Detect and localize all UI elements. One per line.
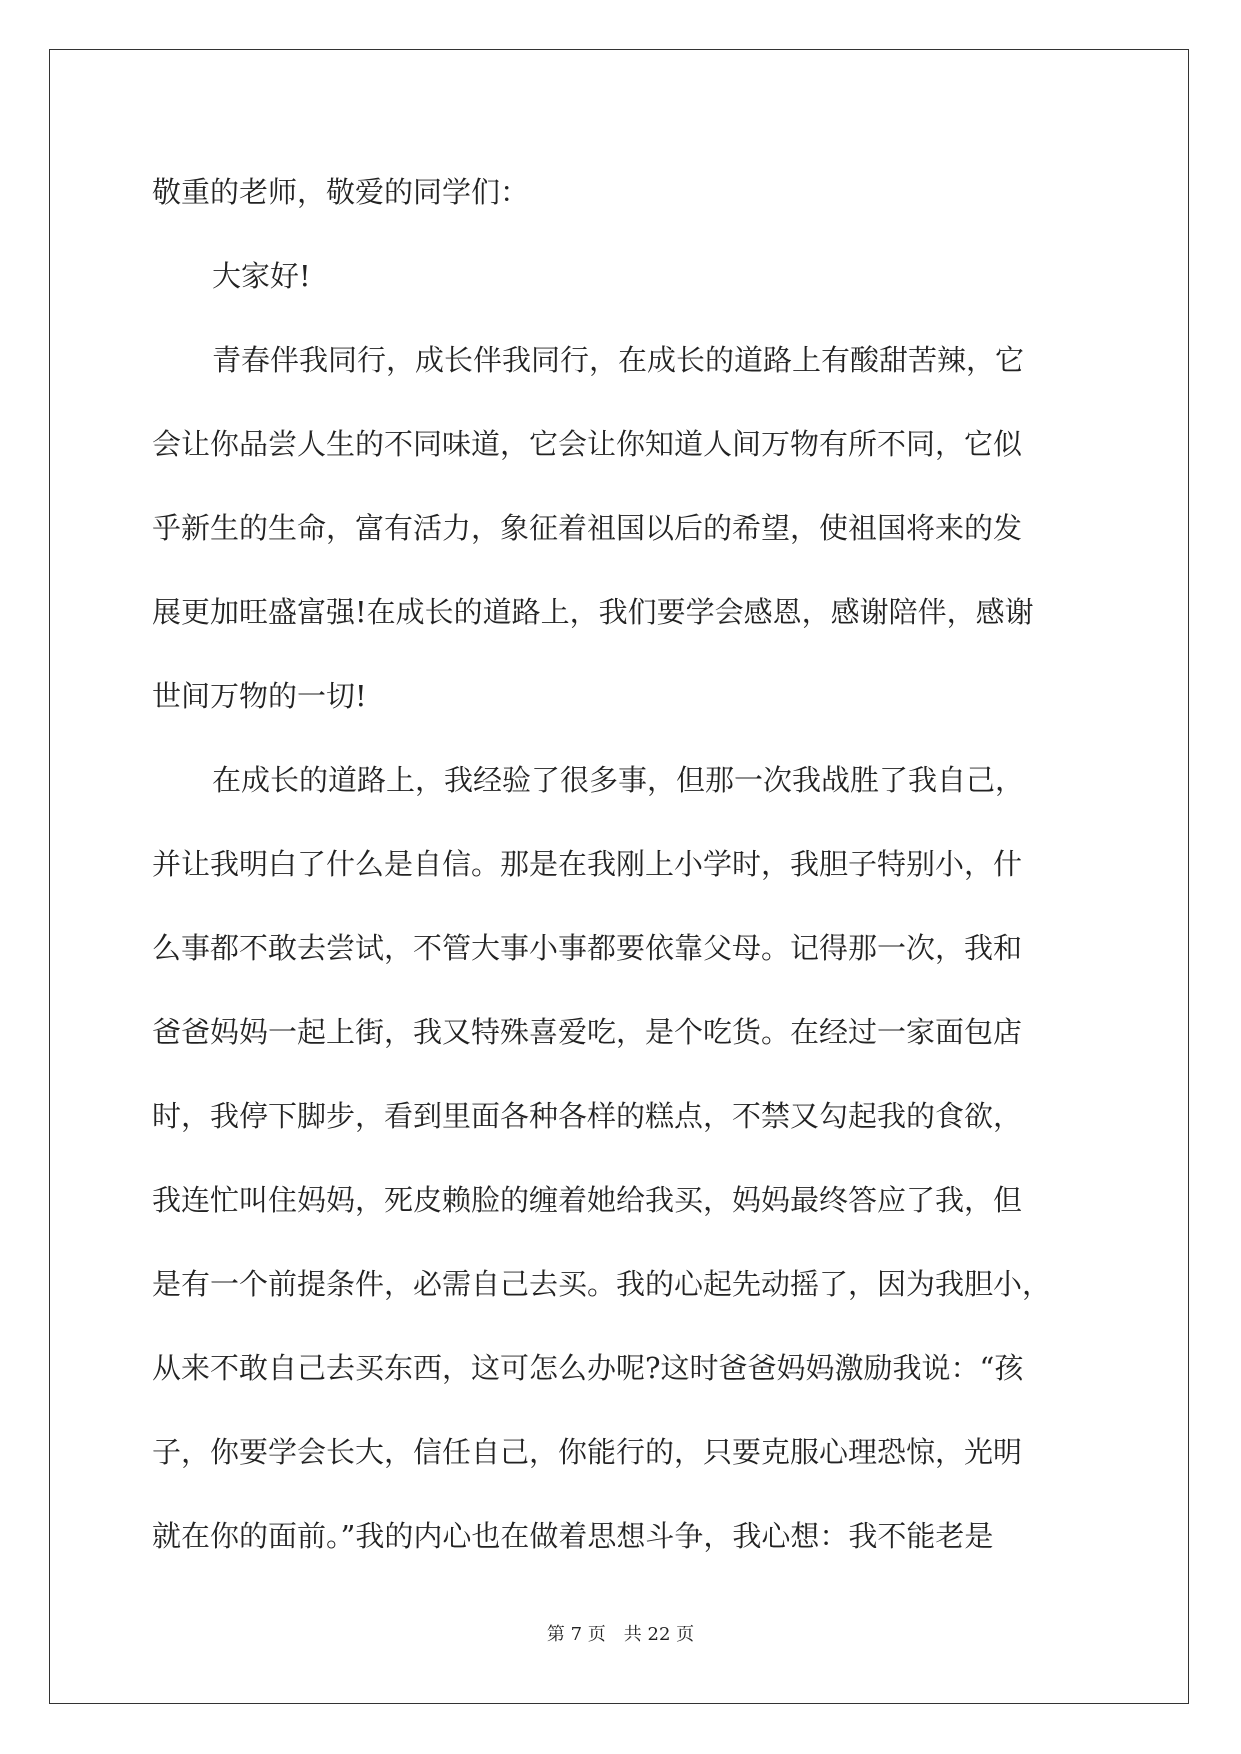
text-line: 在成长的道路上，我经验了很多事，但那一次我战胜了我自己， (212, 763, 1025, 797)
document-body (152, 172, 1112, 1600)
text-line: 展更加旺盛富强!在成长的道路上，我们要学会感恩，感谢陪伴，感谢 (152, 595, 1034, 629)
text-line: 青春伴我同行，成长伴我同行，在成长的道路上有酸甜苦辣，它 (212, 343, 1025, 377)
page-number: 第 7 页 (546, 1624, 606, 1645)
text-line: 是有一个前提条件，必需自己去买。我的心起先动摇了，因为我胆小， (152, 1267, 1052, 1301)
text-line: 就在你的面前。”我的内心也在做着思想斗争，我心想：我不能老是 (152, 1519, 994, 1553)
text-line: 并让我明白了什么是自信。那是在我刚上小学时，我胆子特别小，什 (152, 847, 1023, 881)
text-line: 么事都不敢去尝试，不管大事小事都要依靠父母。记得那一次，我和 (152, 931, 1023, 965)
page-total: 共 22 页 (623, 1624, 695, 1645)
text-line: 敬重的老师，敬爱的同学们： (152, 175, 530, 209)
text-line: 爸爸妈妈一起上街，我又特殊喜爱吃，是个吃货。在经过一家面包店 (152, 1015, 1023, 1049)
text-line: 会让你品尝人生的不同味道，它会让你知道人间万物有所不同，它似 (152, 427, 1023, 461)
text-line: 世间万物的一切! (152, 679, 367, 713)
page-footer (0, 1620, 1241, 1646)
text-line: 从来不敢自己去买东西，这可怎么办呢?这时爸爸妈妈激励我说：“孩 (152, 1351, 1024, 1385)
text-line: 大家好! (212, 259, 311, 293)
text-line: 我连忙叫住妈妈，死皮赖脸的缠着她给我买，妈妈最终答应了我，但 (152, 1183, 1023, 1217)
text-line: 乎新生的生命，富有活力，象征着祖国以后的希望，使祖国将来的发 (152, 511, 1023, 545)
text-line: 时，我停下脚步，看到里面各种各样的糕点，不禁又勾起我的食欲， (152, 1099, 1023, 1133)
text-line: 子，你要学会长大，信任自己，你能行的，只要克服心理恐惊，光明 (152, 1435, 1023, 1469)
